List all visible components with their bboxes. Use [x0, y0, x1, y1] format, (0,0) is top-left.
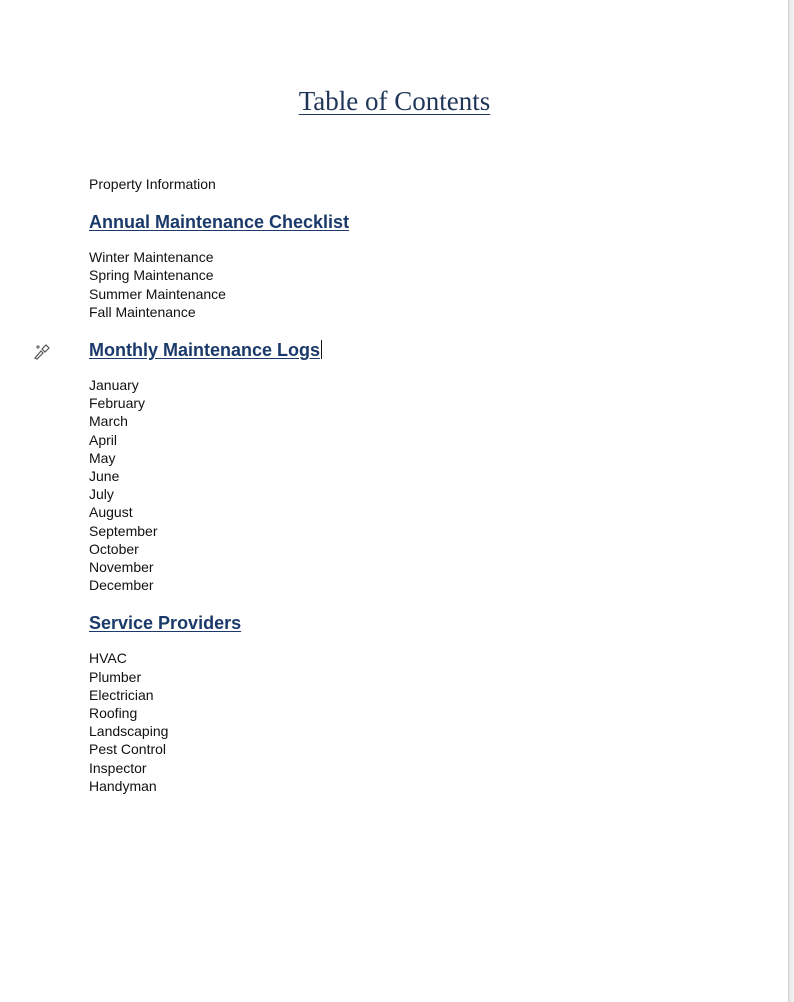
section-heading-service-providers[interactable]: Service Providers — [89, 613, 242, 634]
list-item[interactable]: September — [89, 522, 158, 539]
list-item[interactable]: Electrician — [89, 686, 154, 703]
list-item[interactable]: HVAC — [89, 650, 127, 667]
list-item[interactable]: Roofing — [89, 705, 138, 722]
list-item[interactable]: December — [89, 577, 154, 594]
list-item[interactable]: August — [89, 504, 133, 521]
toc-entry-property-information[interactable]: Property Information — [89, 176, 216, 192]
list-item[interactable]: June — [89, 468, 120, 485]
list-item[interactable]: March — [89, 413, 128, 430]
list-item[interactable]: Summer Maintenance — [89, 285, 226, 302]
list-item[interactable]: Plumber — [89, 668, 142, 685]
list-item[interactable]: October — [89, 540, 139, 557]
list-item[interactable]: Winter Maintenance — [89, 249, 214, 266]
service-providers-list — [89, 649, 349, 795]
list-item[interactable]: Fall Maintenance — [89, 303, 196, 320]
list-item[interactable]: Landscaping — [89, 723, 169, 740]
section-heading-monthly-wrap — [89, 339, 349, 361]
format-painter-icon[interactable] — [33, 343, 51, 361]
list-item[interactable]: May — [89, 449, 116, 466]
toc-body — [89, 175, 349, 795]
list-item[interactable]: Inspector — [89, 759, 147, 776]
page-title — [0, 86, 789, 117]
list-item[interactable]: July — [89, 486, 114, 503]
list-item[interactable]: November — [89, 559, 154, 576]
list-item[interactable]: Spring Maintenance — [89, 267, 214, 284]
section-heading-annual[interactable]: Annual Maintenance Checklist — [89, 212, 350, 233]
list-item[interactable]: April — [89, 431, 118, 448]
monthly-list — [89, 376, 349, 594]
list-item[interactable]: Pest Control — [89, 741, 167, 758]
page-title-text: Table of Contents — [298, 86, 491, 116]
section-heading-monthly[interactable]: Monthly Maintenance Logs — [89, 340, 321, 361]
text-cursor — [321, 340, 322, 359]
page-edge-divider — [788, 0, 794, 1002]
list-item[interactable]: Handyman — [89, 777, 157, 794]
annual-list — [89, 248, 349, 321]
list-item[interactable]: February — [89, 395, 146, 412]
list-item[interactable]: January — [89, 377, 139, 394]
